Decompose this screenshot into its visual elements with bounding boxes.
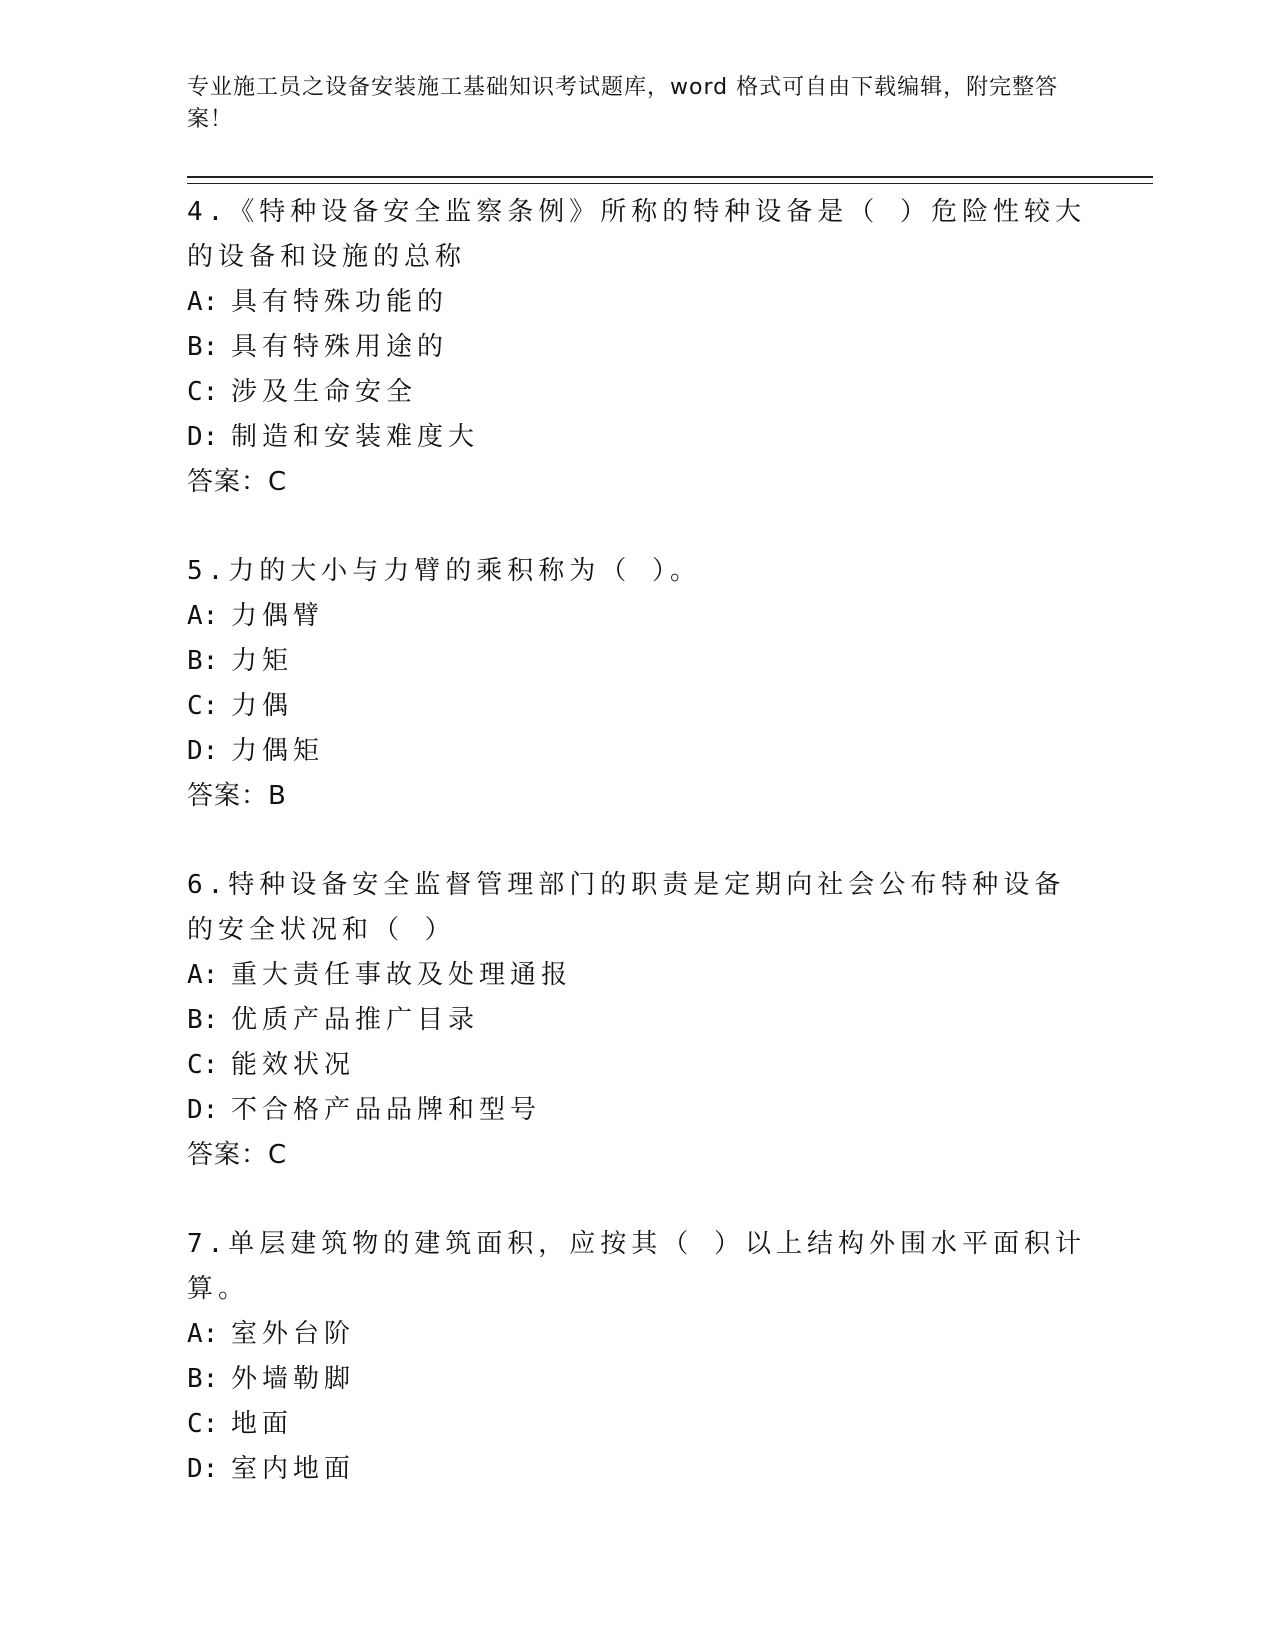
option-a — [187, 280, 1087, 325]
header-intro-text: 专业施工员之设备安装施工基础知识考试题库，word 格式可自由下载编辑，附完整答案！ — [187, 75, 1059, 132]
option-text: 力偶臂 — [231, 601, 325, 631]
question-6 — [187, 863, 1087, 1178]
option-d — [187, 415, 1087, 460]
option-letter: D: — [187, 1454, 219, 1484]
option-text: 力矩 — [231, 646, 294, 676]
question-4 — [187, 190, 1087, 505]
option-b — [187, 1357, 1087, 1402]
option-b — [187, 639, 1087, 684]
option-d — [187, 729, 1087, 774]
option-text: 不合格产品品牌和型号 — [231, 1095, 542, 1125]
option-text: 外墙勒脚 — [231, 1364, 356, 1394]
option-text: 室内地面 — [231, 1454, 356, 1484]
option-text: 力偶矩 — [231, 736, 325, 766]
question-stem: 4.《特种设备安全监察条例》所称的特种设备是（ ）危险性较大的设备和设施的总称 — [187, 197, 1086, 272]
option-c — [187, 684, 1087, 729]
option-letter: C: — [187, 1409, 219, 1439]
option-text: 地面 — [231, 1409, 294, 1439]
question-stem: 7.单层建筑物的建筑面积，应按其（ ）以上结构外围水平面积计算。 — [187, 1229, 1086, 1304]
option-text: 能效状况 — [231, 1050, 356, 1080]
option-letter: C: — [187, 1050, 219, 1080]
option-letter: A: — [187, 1319, 219, 1349]
option-a — [187, 594, 1087, 639]
header-divider-thin — [187, 183, 1153, 184]
option-c — [187, 370, 1087, 415]
option-c — [187, 1043, 1087, 1088]
option-letter: C: — [187, 691, 219, 721]
option-b — [187, 325, 1087, 370]
option-text: 具有特殊用途的 — [231, 332, 449, 362]
option-letter: D: — [187, 1095, 219, 1125]
option-letter: A: — [187, 960, 219, 990]
question-5 — [187, 549, 1087, 819]
option-letter: B: — [187, 332, 219, 362]
option-letter: A: — [187, 601, 219, 631]
answer-text: 答案：C — [187, 1140, 288, 1170]
option-letter: D: — [187, 422, 219, 452]
option-text: 重大责任事故及处理通报 — [231, 960, 573, 990]
option-letter: B: — [187, 1005, 219, 1035]
option-letter: D: — [187, 736, 219, 766]
question-stem: 5.力的大小与力臂的乘积称为（ ）。 — [187, 556, 701, 586]
option-a — [187, 1312, 1087, 1357]
option-text: 优质产品推广目录 — [231, 1005, 480, 1035]
option-d — [187, 1447, 1087, 1492]
option-text: 制造和安装难度大 — [231, 422, 480, 452]
option-c — [187, 1402, 1087, 1447]
option-a — [187, 953, 1087, 998]
question-list — [187, 190, 1087, 1536]
option-text: 室外台阶 — [231, 1319, 356, 1349]
option-letter: B: — [187, 1364, 219, 1394]
header-divider-thick — [187, 176, 1153, 178]
option-letter: C: — [187, 377, 219, 407]
option-d — [187, 1088, 1087, 1133]
question-stem: 6.特种设备安全监督管理部门的职责是定期向社会公布特种设备的安全状况和（ ） — [187, 870, 1066, 945]
option-letter: B: — [187, 646, 219, 676]
answer-text: 答案：B — [187, 781, 287, 811]
option-letter: A: — [187, 287, 219, 317]
option-text: 涉及生命安全 — [231, 377, 418, 407]
option-text: 具有特殊功能的 — [231, 287, 449, 317]
option-b — [187, 998, 1087, 1043]
question-7 — [187, 1222, 1087, 1492]
option-text: 力偶 — [231, 691, 294, 721]
answer-text: 答案：C — [187, 467, 288, 497]
